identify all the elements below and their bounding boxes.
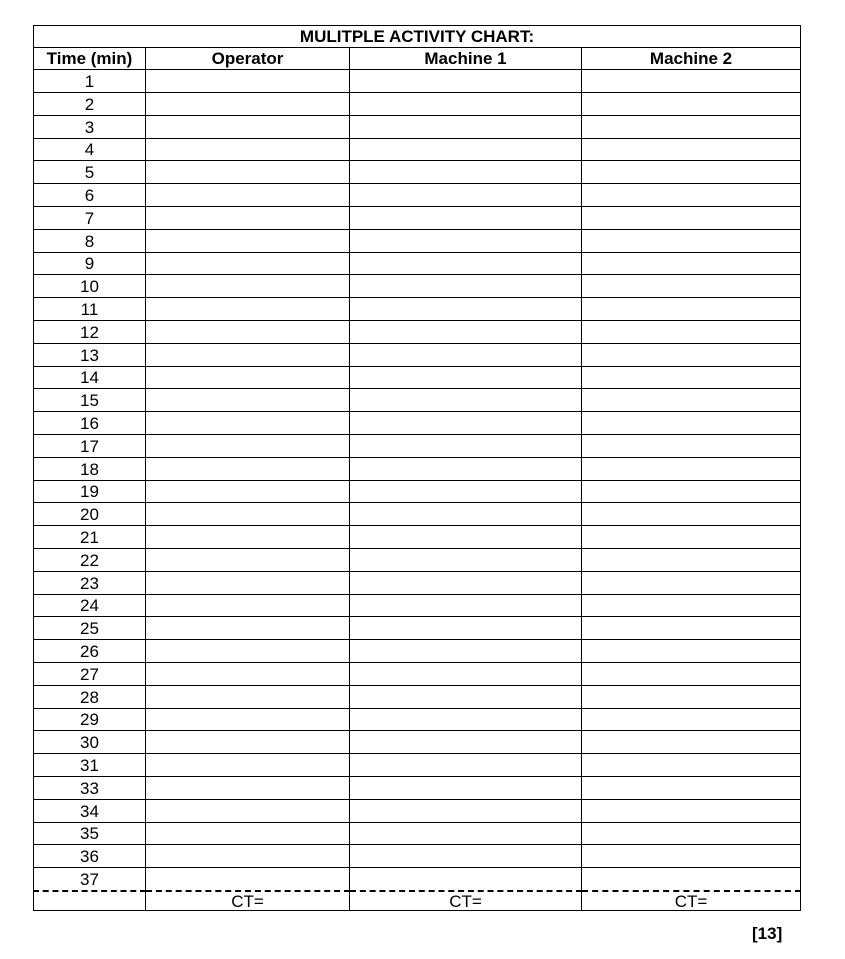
time-cell: 26 [34,640,146,663]
machine-1-cell[interactable] [350,503,582,526]
time-row [34,845,801,868]
machine-2-cell[interactable] [582,549,801,572]
machine-2-cell[interactable] [582,275,801,298]
machine-1-cycle-time: CT= [350,891,582,911]
machine-2-cell[interactable] [582,754,801,777]
machine-2-cell[interactable] [582,207,801,230]
time-row [34,435,801,458]
machine-1-cell[interactable] [350,115,582,138]
operator-cell[interactable] [146,594,350,617]
time-row [34,777,801,800]
machine-1-cell[interactable] [350,617,582,640]
time-row [34,457,801,480]
time-row [34,480,801,503]
operator-cell[interactable] [146,93,350,116]
time-cell: 25 [34,617,146,640]
time-cell: 36 [34,845,146,868]
time-cell: 14 [34,366,146,389]
machine-2-cycle-time: CT= [582,891,801,911]
machine-2-cell[interactable] [582,503,801,526]
time-cell: 22 [34,549,146,572]
time-row [34,571,801,594]
machine-2-cell[interactable] [582,93,801,116]
time-row [34,549,801,572]
operator-cell[interactable] [146,229,350,252]
operator-cell[interactable] [146,754,350,777]
operator-cell[interactable] [146,435,350,458]
machine-1-cell[interactable] [350,298,582,321]
operator-cell[interactable] [146,321,350,344]
machine-2-cell[interactable] [582,298,801,321]
time-cell: 3 [34,115,146,138]
operator-cell[interactable] [146,549,350,572]
time-cell: 8 [34,229,146,252]
machine-1-cell[interactable] [350,526,582,549]
machine-2-cell[interactable] [582,184,801,207]
operator-cell[interactable] [146,161,350,184]
time-cell: 20 [34,503,146,526]
time-row [34,617,801,640]
machine-2-cell[interactable] [582,799,801,822]
operator-cell[interactable] [146,799,350,822]
machine-1-cell[interactable] [350,708,582,731]
time-cell: 23 [34,571,146,594]
machine-2-cell[interactable] [582,731,801,754]
time-row [34,868,801,891]
machine-2-cell[interactable] [582,845,801,868]
machine-2-cell[interactable] [582,389,801,412]
machine-1-cell[interactable] [350,799,582,822]
time-cell: 34 [34,799,146,822]
time-cell: 27 [34,663,146,686]
time-row [34,389,801,412]
machine-1-cell[interactable] [350,93,582,116]
operator-cell[interactable] [146,207,350,230]
time-cell: 35 [34,822,146,845]
machine-2-cell[interactable] [582,321,801,344]
machine-1-cell[interactable] [350,366,582,389]
machine-1-cell[interactable] [350,594,582,617]
time-cell: 12 [34,321,146,344]
time-cell: 31 [34,754,146,777]
machine-1-cell[interactable] [350,229,582,252]
machine-1-cell[interactable] [350,184,582,207]
operator-cell[interactable] [146,868,350,891]
time-row [34,503,801,526]
time-cell: 7 [34,207,146,230]
machine-2-cell[interactable] [582,685,801,708]
operator-cell[interactable] [146,822,350,845]
time-row [34,343,801,366]
time-row [34,731,801,754]
machine-1-cell[interactable] [350,70,582,93]
machine-1-cell[interactable] [350,571,582,594]
time-cell: 13 [34,343,146,366]
marks-allocation: [13] [752,924,783,943]
machine-1-cell[interactable] [350,389,582,412]
machine-1-cell[interactable] [350,868,582,891]
time-cell: 37 [34,868,146,891]
operator-cell[interactable] [146,115,350,138]
machine-2-cell[interactable] [582,571,801,594]
machine-1-cell[interactable] [350,731,582,754]
machine-1-cell[interactable] [350,777,582,800]
operator-cell[interactable] [146,617,350,640]
time-row [34,708,801,731]
machine-1-cell[interactable] [350,457,582,480]
chart-body [34,70,801,891]
operator-cell[interactable] [146,252,350,275]
time-cell: 6 [34,184,146,207]
time-row [34,207,801,230]
machine-1-cell[interactable] [350,640,582,663]
machine-2-cell[interactable] [582,161,801,184]
machine-1-cell[interactable] [350,138,582,161]
machine-2-cell[interactable] [582,115,801,138]
time-cell: 29 [34,708,146,731]
time-cell: 9 [34,252,146,275]
machine-1-cell[interactable] [350,343,582,366]
time-cell: 30 [34,731,146,754]
operator-cell[interactable] [146,70,350,93]
operator-cell[interactable] [146,708,350,731]
operator-cycle-time: CT= [146,891,350,911]
machine-2-cell[interactable] [582,640,801,663]
machine-1-cell[interactable] [350,845,582,868]
time-cell: 11 [34,298,146,321]
machine-2-cell[interactable] [582,708,801,731]
time-cell: 10 [34,275,146,298]
machine-2-cell[interactable] [582,868,801,891]
operator-cell[interactable] [146,138,350,161]
time-row [34,138,801,161]
time-row [34,754,801,777]
time-row [34,640,801,663]
operator-cell[interactable] [146,685,350,708]
machine-2-cell[interactable] [582,229,801,252]
time-cell: 4 [34,138,146,161]
column-header-machine-1: Machine 1 [350,47,582,70]
cycle-time-row [34,891,801,911]
time-row [34,663,801,686]
time-cell: 17 [34,435,146,458]
operator-cell[interactable] [146,640,350,663]
time-row [34,366,801,389]
machine-2-cell[interactable] [582,343,801,366]
machine-1-cell[interactable] [350,412,582,435]
time-cell: 24 [34,594,146,617]
cycle-time-blank-cell [34,891,146,911]
machine-2-cell[interactable] [582,617,801,640]
machine-2-cell[interactable] [582,594,801,617]
machine-2-cell[interactable] [582,526,801,549]
time-cell: 33 [34,777,146,800]
column-header-time: Time (min) [34,47,146,70]
time-cell: 21 [34,526,146,549]
machine-2-cell[interactable] [582,70,801,93]
time-row [34,252,801,275]
machine-1-cell[interactable] [350,822,582,845]
time-cell: 2 [34,93,146,116]
machine-1-cell[interactable] [350,321,582,344]
operator-cell[interactable] [146,457,350,480]
time-row [34,70,801,93]
machine-2-cell[interactable] [582,663,801,686]
multiple-activity-chart [33,25,801,911]
machine-2-cell[interactable] [582,777,801,800]
machine-2-cell[interactable] [582,822,801,845]
time-row [34,321,801,344]
machine-1-cell[interactable] [350,663,582,686]
operator-cell[interactable] [146,526,350,549]
machine-1-cell[interactable] [350,207,582,230]
time-cell: 5 [34,161,146,184]
operator-cell[interactable] [146,777,350,800]
machine-1-cell[interactable] [350,754,582,777]
operator-cell[interactable] [146,571,350,594]
operator-cell[interactable] [146,343,350,366]
chart-title: MULITPLE ACTIVITY CHART: [34,26,801,48]
time-row [34,298,801,321]
time-row [34,799,801,822]
operator-cell[interactable] [146,366,350,389]
operator-cell[interactable] [146,731,350,754]
machine-1-cell[interactable] [350,480,582,503]
machine-1-cell[interactable] [350,685,582,708]
time-row [34,685,801,708]
time-cell: 18 [34,457,146,480]
operator-cell[interactable] [146,480,350,503]
time-cell: 15 [34,389,146,412]
machine-1-cell[interactable] [350,435,582,458]
operator-cell[interactable] [146,298,350,321]
time-row [34,526,801,549]
machine-2-cell[interactable] [582,435,801,458]
operator-cell[interactable] [146,412,350,435]
time-row [34,229,801,252]
column-header-operator: Operator [146,47,350,70]
machine-1-cell[interactable] [350,161,582,184]
column-header-machine-2: Machine 2 [582,47,801,70]
operator-cell[interactable] [146,845,350,868]
time-row [34,93,801,116]
time-cell: 28 [34,685,146,708]
time-cell: 1 [34,70,146,93]
machine-2-cell[interactable] [582,366,801,389]
time-row [34,184,801,207]
operator-cell[interactable] [146,275,350,298]
time-row [34,412,801,435]
time-row [34,115,801,138]
time-cell: 16 [34,412,146,435]
time-cell: 19 [34,480,146,503]
machine-2-cell[interactable] [582,457,801,480]
operator-cell[interactable] [146,389,350,412]
time-row [34,594,801,617]
machine-2-cell[interactable] [582,412,801,435]
time-row [34,161,801,184]
machine-2-cell[interactable] [582,480,801,503]
machine-1-cell[interactable] [350,252,582,275]
machine-2-cell[interactable] [582,138,801,161]
operator-cell[interactable] [146,663,350,686]
machine-2-cell[interactable] [582,252,801,275]
operator-cell[interactable] [146,503,350,526]
time-row [34,275,801,298]
machine-1-cell[interactable] [350,549,582,572]
operator-cell[interactable] [146,184,350,207]
machine-1-cell[interactable] [350,275,582,298]
time-row [34,822,801,845]
